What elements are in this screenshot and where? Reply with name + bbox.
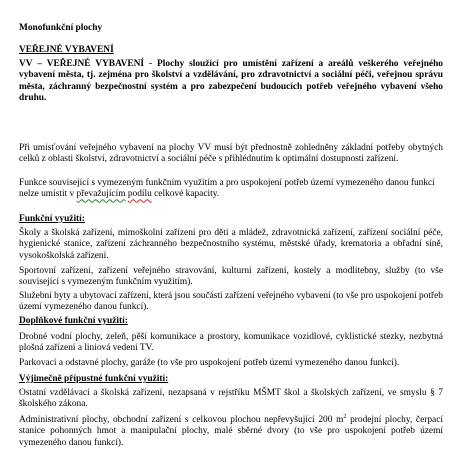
exceptional-use-paragraph-1: Ostatní vzdělávací a školská zařízení, nezapsaná v rejstříku MŠMT škol a školských zařízení, ve smyslu § 7 školského zákona. — [19, 388, 443, 410]
document-title: Monofunkční plochy — [19, 23, 103, 33]
supplementary-use-paragraph-2: Parkovací a odstavné plochy, garáže (to vše pro uspokojení potřeb území vymezeného danou funkcí). — [19, 358, 400, 368]
functional-use-paragraph-1: Školy a školská zařízení, mimoškolní zařízení pro děti a mládež, zdravotnická zařízení, zařízení sociální péče, hygienické stanice, zařízení záchranného bezpečnostního systému, městské úřady, krematoria a obřadní síně, vysokoškolská zařízení. — [19, 228, 443, 261]
exceptional-use-paragraph-2 — [19, 415, 443, 449]
exceptional-use-heading: Výjimečně přípustné funkční využití: — [19, 374, 169, 384]
exceptional-use-paragraph-2-part-a: Administrativní plochy, obchodní zařízení s celkovou plochou nepřevyšující 200 m — [19, 415, 344, 425]
exceptional-use-paragraph-2-part-b: prodejní plochy, čerpací stanice pohonných hmot a manipulační plochy, malé sběrné dvory (to vše pro uspokojení potřeb území vymezeného danou funkcí). — [19, 415, 443, 448]
functional-use-paragraph-2: Sportovní zařízení, zařízení veřejného stravování, kulturní zařízení, kostely a modlitebny, služby (to vše související s vymezeným funkčním využitím). — [19, 266, 443, 288]
grammar-flag-word: převažujícím — [76, 189, 126, 200]
supplementary-use-paragraph-1: Drobné vodní plochy, zeleň, pěší komunikace a prostory, komunikace vozidlové, cyklistické stezky, nezbytná plošná zařízení a liniová vedení TV. — [19, 332, 443, 354]
intro-paragraph-2-part-c: celkové kapacity. — [151, 189, 220, 200]
functional-use-heading: Funkční využití: — [19, 214, 85, 224]
spelling-flag-word: podílu — [127, 189, 152, 200]
definition-paragraph: VV – VEŘEJNÉ VYBAVENÍ - Plochy sloužící pro umístění zařízení a areálů veškerého veřejného vybavení města, tj. zejména pro školství a vzdělávání, pro zdravotnictví a sociální péči, veřejnou správu města, záchranný bezpečnostní systém a pro zabezpečení budoucích potřeb veřejného vybavení všeho druhu. — [19, 59, 443, 103]
supplementary-use-heading: Doplňkové funkční využití: — [19, 316, 128, 326]
section-heading: VEŘEJNÉ VYBAVENÍ — [19, 45, 114, 55]
intro-paragraph-2 — [19, 178, 443, 201]
superscript-two: 2 — [343, 413, 347, 420]
functional-use-paragraph-3: Služební byty a ubytovací zařízení, která jsou součástí zařízení veřejného vybavení (to vše pro uspokojení potřeb území vymezeného danou funkcí). — [19, 291, 443, 313]
intro-paragraph-1: Při umisťování veřejného vybavení na plochy VV musí být přednostně zohledněny základní potřeby obytných celků z oblasti školství, zdravotnictví a sociální péče s přihlédnutím k optimální dostupnosti zařízení. — [19, 143, 443, 165]
intro-paragraph-2-part-a: Funkce související s vymezeným funkčním využitím a pro uspokojení potřeb území vymezeného danou funkcí nelze umístit v — [19, 178, 435, 200]
